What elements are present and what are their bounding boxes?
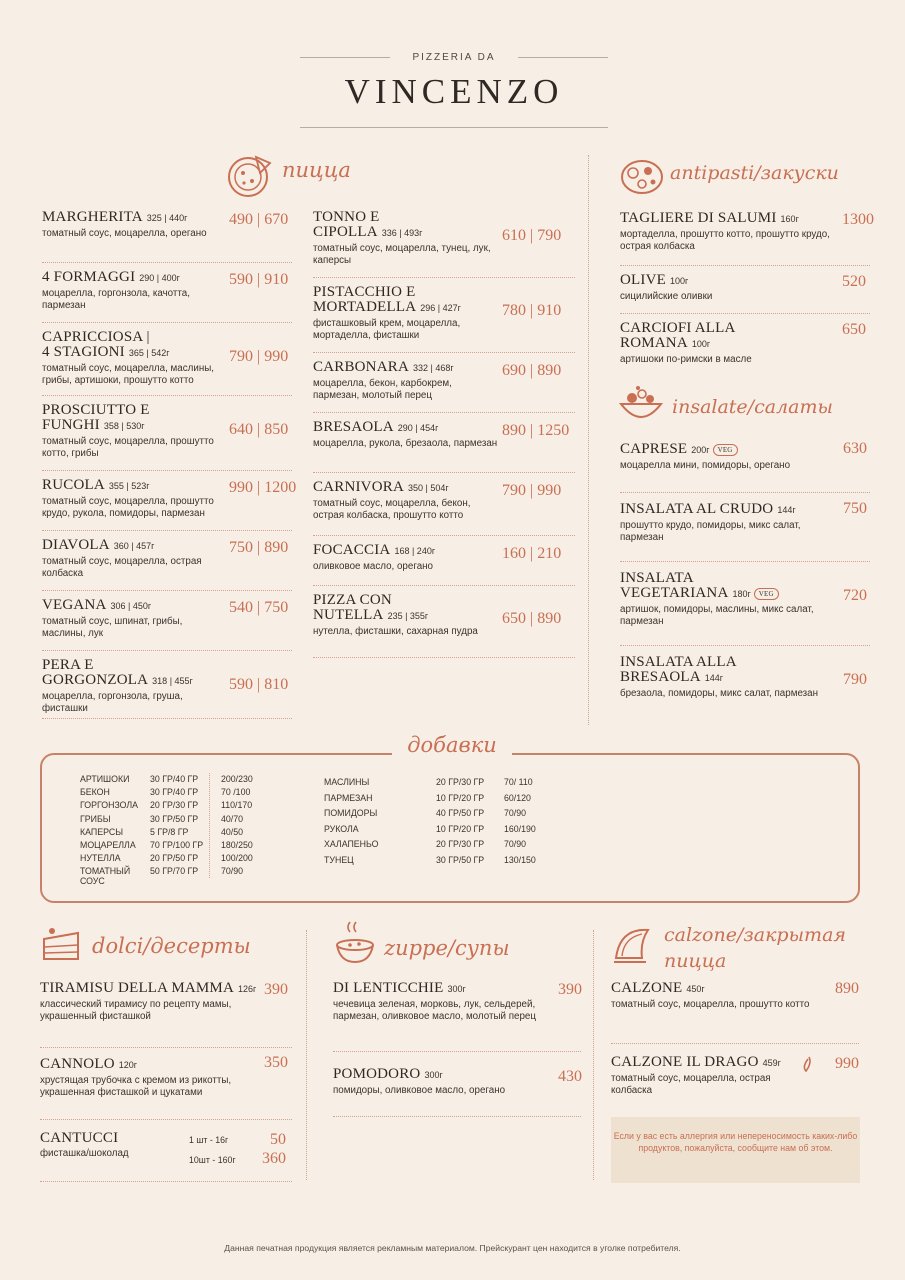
menu-item-price: 640 | 850 (229, 421, 289, 438)
menu-item-price: 750 (843, 500, 867, 517)
item-separator (313, 277, 575, 278)
addition-name (80, 866, 130, 886)
menu-item-description: томатный соус, моцарелла, маслины, грибы, артишоки, прошутто котто (42, 363, 214, 386)
menu-item-title: TAGLIERE DI SALUMI (620, 210, 777, 226)
menu-item-description: моцарелла мини, помидоры, орегано (620, 460, 791, 471)
addition-name (80, 787, 110, 797)
menu-item-description: сицилийские оливки (620, 291, 713, 302)
addition-weight: 50 ГР/70 ГР (150, 866, 199, 877)
menu-item-name: CANTUCCI (40, 1130, 119, 1146)
menu-item-weight: 200г (691, 445, 710, 455)
menu-item-name (620, 655, 850, 686)
menu-item-price: 160 | 210 (502, 545, 562, 562)
section-title-calzone: calzone/закрытая пицца (664, 924, 846, 972)
menu-item-description: томатный соус, моцарелла, прошутто котто (611, 999, 810, 1010)
menu-item-description: томатный соус, шпинат, грибы, маслины, лук (42, 616, 183, 639)
menu-item-title: VEGANA (42, 597, 107, 613)
menu-item (620, 442, 850, 472)
menu-item (611, 1055, 831, 1097)
addition-name (324, 808, 377, 818)
addition-price: 70/90 (504, 808, 527, 818)
addition-name-text: ГОРГОНЗОЛА (80, 800, 139, 811)
menu-item (620, 211, 835, 253)
menu-item-description: фисташка/шоколад (40, 1148, 129, 1159)
menu-item-price: 390 (264, 981, 288, 998)
veg-badge: VEG (754, 588, 779, 600)
menu-item-title: PIZZA CON (313, 592, 392, 608)
menu-item-description: томатный соус, моцарелла, острая колбаска (42, 556, 202, 579)
addition-name-text: КАПЕРСЫ (80, 826, 123, 837)
menu-item-weight: 336 | 493г (381, 228, 423, 238)
addition-name-text: АРТИШОКИ (80, 774, 130, 784)
menu-item (40, 1131, 190, 1160)
menu-item-title: BRESAOLA (313, 419, 394, 435)
menu-item-weight: 126г (238, 984, 257, 994)
menu-item-price: 590 | 810 (229, 676, 289, 693)
addition-name-text: НУТЕЛЛА (80, 853, 121, 864)
addition-name-text: МОЦАРЕЛЛА (80, 840, 136, 850)
menu-item-price: 360 (262, 1150, 286, 1167)
menu-item-price: 790 | 990 (502, 482, 562, 499)
item-separator (313, 535, 575, 536)
menu-item-weight: 168 | 240г (394, 546, 436, 556)
menu-item (620, 655, 850, 700)
item-separator (620, 313, 870, 314)
menu-item-price: 50 (270, 1131, 286, 1148)
menu-item-weight: 365 | 542г (128, 348, 170, 358)
menu-item-price: 1300 (842, 211, 874, 228)
item-separator (313, 585, 575, 586)
menu-item-description: оливковое масло, орегано (313, 561, 433, 572)
menu-item-name (620, 442, 850, 458)
pizza-icon (226, 153, 272, 199)
menu-item-title: DIAVOLA (42, 537, 110, 553)
column-divider-bottom-1 (306, 930, 307, 1180)
addition-name (324, 855, 354, 865)
item-separator (620, 561, 870, 562)
item-separator (313, 352, 575, 353)
menu-item (40, 1057, 300, 1099)
menu-item-description: хрустящая трубочка с кремом из рикотты, украшенная фисташкой и цукатами (40, 1075, 232, 1098)
menu-item-weight: 318 | 455г (152, 676, 193, 686)
item-separator (40, 1119, 292, 1120)
footer-disclaimer: Данная печатная продукция является рекламным материалом. Прейскурант цен находится в уголке потребителя. (224, 1243, 681, 1253)
addition-name (324, 793, 373, 803)
addition-name (324, 839, 378, 849)
section-title-pizza: пицца (282, 158, 351, 182)
antipasti-board-icon (620, 155, 664, 195)
menu-item-name (40, 1057, 300, 1073)
menu-item-title-line2: CIPOLLA (313, 224, 378, 240)
addition-weight: 20 ГР/50 ГР (150, 853, 199, 864)
menu-item-description: моцарелла, горгонзола, качотта, пармезан (42, 288, 190, 311)
header-rule-bottom (300, 127, 608, 128)
menu-item-title-line2: MORTADELLA (313, 299, 417, 315)
menu-item-title: CARBONARA (313, 359, 409, 375)
menu-item-price: 790 | 990 (229, 348, 289, 365)
item-separator (42, 718, 292, 719)
menu-item-weight: 120г (118, 1060, 138, 1070)
addition-weight: 30 ГР/40 ГР (150, 787, 199, 798)
menu-item-price: 430 (558, 1068, 582, 1085)
addition-name-text: ГРИБЫ (80, 813, 111, 824)
menu-item-description: томатный соус, моцарелла, прошутто котто, грибы (42, 436, 214, 459)
menu-item-title: CAPRESE (620, 441, 688, 457)
addition-weight: 10 ГР/20 ГР (436, 792, 485, 803)
menu-item-weight: 180г (732, 589, 751, 599)
menu-item (611, 981, 831, 1011)
addition-price: 110/170 (221, 800, 253, 811)
menu-item-title: PROSCIUTTO E (42, 402, 150, 418)
item-separator (611, 1043, 859, 1044)
menu-item-weight: 290 | 454г (397, 423, 439, 433)
section-title-aggiunte: добавки (392, 733, 512, 767)
menu-item-title-line2: 4 STAGIONI (42, 344, 125, 360)
menu-item (620, 273, 835, 303)
item-separator (42, 262, 292, 263)
menu-item-title: INSALATA AL CRUDO (620, 501, 774, 517)
addition-price: 70/ 110 (504, 777, 533, 787)
menu-item (620, 321, 835, 366)
menu-item-title: CAPRICCIOSA | (42, 329, 150, 345)
menu-item-price: 520 (842, 273, 866, 290)
item-separator (620, 265, 870, 266)
cake-icon (40, 925, 84, 965)
menu-item-weight: 459г (762, 1058, 781, 1068)
menu-item (40, 981, 300, 1023)
menu-item-title: CALZONE IL DRAGO (611, 1054, 759, 1070)
menu-item-weight: 358 | 530г (103, 421, 145, 431)
addition-name (80, 840, 136, 850)
menu-item-title-line2: BRESAOLA (620, 669, 701, 685)
addition-name (80, 800, 138, 810)
menu-item-weight: 100г (691, 339, 711, 349)
menu-item-title: CARCIOFI ALLA (620, 320, 736, 336)
item-separator (42, 395, 292, 396)
item-separator (40, 1181, 292, 1182)
portion-option: 1 шт - 16г (189, 1135, 229, 1145)
addition-weight: 20 ГР/30 ГР (436, 777, 485, 787)
soup-bowl-icon (332, 918, 378, 966)
menu-item-price: 540 | 750 (229, 599, 289, 616)
menu-item-description: моцарелла, горгонзола, груша, фисташки (42, 691, 183, 714)
item-separator (333, 1116, 581, 1117)
menu-item (620, 571, 850, 628)
menu-item-weight: 144г (704, 673, 724, 683)
menu-item-title: FOCACCIA (313, 542, 391, 558)
menu-item-title: INSALATA ALLA (620, 654, 737, 670)
item-separator (313, 412, 575, 413)
header-subtitle: PIZZERIA DA (412, 52, 496, 63)
menu-item-description: артишок, помидоры, маслины, микс салат, пармезан (620, 604, 814, 627)
allergy-note: Если у вас есть аллергия или непереносимость каких-либо продуктов, пожалуйста, сообщите нам об этом. (611, 1117, 860, 1183)
menu-item-price: 590 | 910 (229, 271, 289, 288)
addition-weight: 5 ГР/8 ГР (150, 826, 189, 837)
menu-item-title: CANNOLO (40, 1056, 115, 1072)
addition-name-text: ТУНЕЦ (324, 854, 354, 865)
section-title-antipasti: antipasti/закуски (670, 162, 839, 184)
addition-name-text: МАСЛИНЫ (324, 777, 370, 787)
menu-item-title-line2: ROMANA (620, 335, 688, 351)
menu-item-title: RUCOLA (42, 477, 105, 493)
menu-item-title: DI LENTICCHIE (333, 980, 444, 996)
addition-weight: 40 ГР/50 ГР (436, 808, 485, 818)
addition-weight: 10 ГР/20 ГР (436, 823, 485, 834)
menu-item-description: артишоки по-римски в масле (620, 354, 752, 365)
menu-item-weight: 450г (686, 984, 705, 994)
menu-item-weight: 300г (447, 984, 466, 994)
menu-item-name (620, 211, 835, 227)
menu-item-name (611, 1055, 831, 1071)
menu-item-title: POMODORO (333, 1066, 421, 1082)
menu-item-price: 780 | 910 (502, 302, 562, 319)
menu-item-title-line2: NUTELLA (313, 607, 384, 623)
item-separator (42, 530, 292, 531)
addition-price: 60/120 (504, 792, 531, 803)
calzone-icon (612, 922, 660, 968)
menu-item (333, 981, 558, 1023)
addition-weight: 70 ГР/100 ГР (150, 840, 204, 850)
menu-item-description: прошутто крудо, помидоры, микс салат, пармезан (620, 520, 801, 543)
addition-name (80, 853, 121, 863)
menu-item-price: 690 | 890 (502, 362, 562, 379)
menu-item-weight: 296 | 427г (420, 303, 461, 313)
addition-weight: 30 ГР/50 ГР (150, 813, 199, 824)
menu-item-price: 630 (843, 440, 867, 457)
menu-item-name (620, 321, 835, 352)
menu-item-description: фисташковый крем, моцарелла, мортаделла, фисташки (313, 318, 461, 341)
portion-option: 10шт - 160г (189, 1155, 236, 1165)
menu-item-price: 490 | 670 (229, 211, 289, 228)
menu-item-weight: 300г (424, 1070, 443, 1080)
item-separator (620, 492, 870, 493)
addition-price: 130/150 (504, 854, 536, 865)
menu-item-title: 4 FORMAGGI (42, 269, 136, 285)
addition-name (324, 777, 369, 787)
addition-name (80, 827, 123, 837)
menu-item-name (611, 981, 831, 997)
menu-item-name (333, 981, 558, 997)
menu-item-name (620, 502, 850, 518)
menu-item-weight: 355 | 523г (108, 481, 150, 491)
menu-item-weight: 290 | 400г (139, 273, 180, 283)
menu-item-name (620, 273, 835, 289)
item-separator (313, 472, 575, 473)
menu-item-price: 750 | 890 (229, 539, 289, 556)
addition-price: 70/90 (504, 839, 527, 849)
menu-item (333, 1067, 558, 1097)
menu-item-price: 990 (835, 1055, 859, 1072)
menu-item-weight: 350 | 504г (407, 483, 449, 493)
addition-name-text: ТОМАТНЫЙ (80, 866, 131, 877)
addition-price: 70/90 (221, 866, 244, 877)
menu-item-title: PERA E (42, 657, 94, 673)
section-title-insalate: insalate/салаты (672, 396, 833, 418)
menu-item-price: 390 (558, 981, 582, 998)
addition-price: 200/230 (221, 774, 253, 784)
menu-item-description: классический тирамису по рецепту мамы, украшенный фисташкой (40, 999, 232, 1022)
menu-item-weight: 100г (670, 276, 689, 286)
section-title-zuppe: zuppe/супы (384, 936, 510, 960)
header-title: VINCENZO (344, 72, 564, 111)
addition-name (80, 774, 129, 784)
chili-pepper-icon (800, 1055, 814, 1073)
menu-item-title: MARGHERITA (42, 209, 143, 225)
menu-item-name (333, 1067, 558, 1083)
menu-item-description: томатный соус, моцарелла, бекон, острая колбаска, прошутто котто (313, 498, 471, 521)
addition-name (80, 814, 111, 824)
menu-item (620, 502, 850, 544)
item-separator (42, 590, 292, 591)
addition-weight: 20 ГР/30 ГР (436, 839, 485, 849)
salad-bowl-icon (618, 384, 664, 426)
menu-item-title-line2: VEGETARIANA (620, 585, 729, 601)
addition-price: 70 /100 (221, 787, 251, 798)
menu-item-name (40, 981, 300, 997)
section-title-dolci: dolci/десерты (92, 934, 251, 958)
item-separator (42, 650, 292, 651)
addition-price: 40/70 (221, 813, 244, 824)
menu-item-weight: 325 | 440г (146, 213, 188, 223)
addition-name-text: РУКОЛА (324, 823, 359, 834)
item-separator (313, 657, 575, 658)
menu-item-description: чечевица зеленая, морковь, лук, сельдерей, пармезан, оливковое масло, молотый перец (333, 999, 536, 1022)
menu-item-title: PISTACCHIO E (313, 284, 416, 300)
addition-price: 100/200 (221, 853, 253, 864)
menu-item-price: 890 (835, 980, 859, 997)
menu-item-description: нутелла, фисташки, сахарная пудра (313, 626, 478, 637)
menu-item-price: 650 | 890 (502, 610, 562, 627)
menu-item-title-line2: FUNGHI (42, 417, 100, 433)
menu-item-title: CALZONE (611, 980, 683, 996)
additions-divider (209, 773, 210, 878)
column-divider (588, 155, 589, 725)
menu-item-price: 890 | 1250 (502, 422, 570, 439)
menu-item-description: брезаола, помидоры, микс салат, пармезан (620, 688, 819, 699)
menu-item-price: 610 | 790 (502, 227, 562, 244)
veg-badge: VEG (713, 444, 738, 456)
addition-name-text: ХАЛАПЕНЬО (324, 839, 379, 849)
item-separator (40, 1047, 292, 1048)
menu-item-title: INSALATA (620, 570, 694, 586)
menu-item-title: CARNIVORA (313, 479, 404, 495)
addition-price: 40/50 (221, 826, 244, 837)
menu-item-description: моцарелла, бекон, карбокрем, пармезан, молотый перец (313, 378, 452, 401)
addition-name-text: БЕКОН (80, 787, 110, 798)
menu-item-price: 650 (842, 321, 866, 338)
menu-item-weight: 235 | 355г (387, 611, 429, 621)
addition-weight: 30 ГР/50 ГР (436, 854, 485, 865)
menu-item-title: TIRAMISU DELLA MAMMA (40, 980, 235, 996)
menu-item-weight: 160г (780, 214, 799, 224)
menu-item-description: томатный соус, моцарелла, орегано (42, 228, 207, 239)
menu-item-weight: 332 | 468г (412, 363, 454, 373)
menu-item-title: OLIVE (620, 272, 666, 288)
menu-item-price: 990 | 1200 (229, 479, 297, 496)
menu-item-description: моцарелла, рукола, брезаола, пармезан (313, 438, 498, 449)
menu-item-description: томатный соус, моцарелла, прошутто крудо, рукола, помидоры, пармезан (42, 496, 214, 519)
menu-item-name (620, 571, 850, 602)
addition-name-text: ПАРМЕЗАН (324, 792, 373, 803)
menu-item-title-line2: GORGONZOLA (42, 672, 149, 688)
addition-weight: 20 ГР/30 ГР (150, 800, 199, 811)
menu-item-price: 720 (843, 587, 867, 604)
menu-item-description: мортаделла, прошутто котто, прошутто крудо, острая колбаска (620, 229, 830, 252)
addition-weight: 30 ГР/40 ГР (150, 774, 199, 784)
menu-item-weight: 144г (777, 505, 796, 515)
item-separator (42, 322, 292, 323)
item-separator (620, 645, 870, 646)
menu-item-weight: 360 | 457г (113, 541, 155, 551)
addition-price: 180/250 (221, 840, 253, 850)
menu-item-description: томатный соус, моцарелла, тунец, лук, каперсы (313, 243, 491, 266)
addition-name-text: ПОМИДОРЫ (324, 808, 378, 818)
item-separator (333, 1051, 581, 1052)
menu-item-price: 790 (843, 671, 867, 688)
addition-name (324, 824, 359, 834)
menu-item-description: помидоры, оливковое масло, орегано (333, 1085, 506, 1096)
addition-name-line2: СОУС (80, 876, 105, 887)
menu-item-weight: 306 | 450г (110, 601, 152, 611)
menu-item-description: томатный соус, моцарелла, острая колбаска (611, 1073, 771, 1096)
item-separator (42, 470, 292, 471)
menu-item-price: 350 (264, 1054, 288, 1071)
addition-price: 160/190 (504, 823, 536, 834)
menu-item-title: TONNO E (313, 209, 380, 225)
column-divider-bottom-2 (593, 930, 594, 1180)
